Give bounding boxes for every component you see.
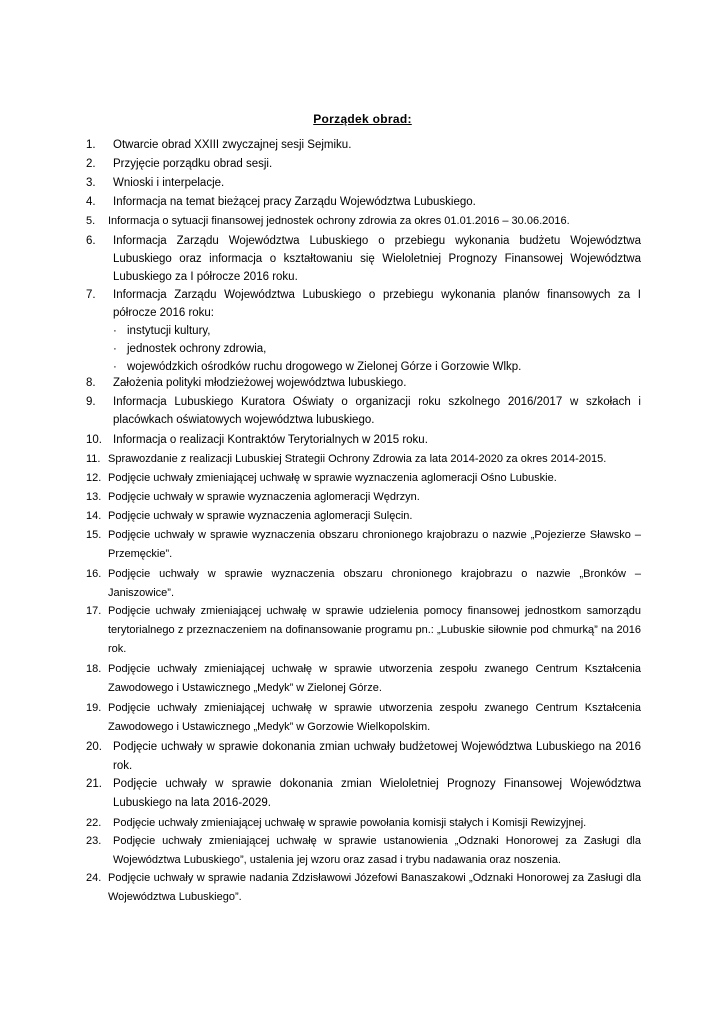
agenda-item-8 [86,374,641,392]
item-text: Informacja o realizacji Kontraktów Terytorialnych w 2015 roku. [113,434,428,446]
bullet-icon: · [113,325,117,337]
agenda-item-18 [86,660,641,698]
agenda-item-1 [86,136,641,154]
item-text: Podjęcie uchwały w sprawie dokonania zmian Wieloletniej Prognozy Finansowej Województwa Lubuskiego na lata 2016-2029. [113,778,641,809]
item-number: 16. [86,568,102,580]
item-number: 24. [86,872,102,884]
bullet-icon: · [113,361,117,373]
agenda-item-17 [86,602,641,659]
bullet-icon: · [113,343,117,355]
item-number: 18. [86,663,102,675]
agenda-item-4 [86,193,641,211]
item-number: 15. [86,529,102,541]
agenda-item-14 [86,507,641,525]
item-text: Informacja Zarządu Województwa Lubuskiego o przebiegu wykonania planów finansowych za I półrocze 2016 roku: [113,289,641,319]
item-text: Założenia polityki młodzieżowej województwa lubuskiego. [113,377,407,389]
item-text: Informacja Zarządu Województwa Lubuskiego o przebiegu wykonania budżetu Województwa Lubuskiego oraz informacja o kształtowaniu się Wieloletniej Prognozy Finansowej Województwa Lubuskiego za I półrocze 2016 roku. [113,235,641,283]
item-number: 10. [86,434,102,446]
item-number: 21. [86,778,102,790]
item-text: Podjęcie uchwały w sprawie wyznaczenia aglomeracji Wędrzyn. [108,491,420,503]
item-number: 23. [86,835,102,847]
bullet-text: jednostek ochrony zdrowia, [127,343,267,355]
bullet-item [113,340,641,358]
item-text: Informacja Lubuskiego Kuratora Oświaty o organizacji roku szkolnego 2016/2017 w szkołach i placówkach oświatowych województwa lubuskiego. [113,396,641,426]
item-number: 14. [86,510,102,522]
item-number: 20. [86,741,102,753]
agenda-item-21 [86,775,641,813]
agenda-item-10 [86,431,641,449]
item-number: 6. [86,235,96,247]
item-text: Podjęcie uchwały w sprawie nadania Zdzisławowi Józefowi Banaszakowi „Odznaki Honorowej za Zasługi dla Województwa Lubuskiego”. [108,872,641,903]
item-text: Informacja na temat bieżącej pracy Zarządu Województwa Lubuskiego. [113,196,476,208]
item-text: Podjęcie uchwały w sprawie wyznaczenia aglomeracji Sulęcin. [108,510,413,522]
agenda-item-12 [86,469,641,487]
item-text: Podjęcie uchwały w sprawie wyznaczenia obszaru chronionego krajobrazu o nazwie „Bronków – Janiszowice”. [108,568,641,599]
item-text: Przyjęcie porządku obrad sesji. [113,158,273,170]
bullet-text: wojewódzkich ośrodków ruchu drogowego w Zielonej Górze i Gorzowie Wlkp. [127,361,522,373]
agenda-item-11 [86,450,641,468]
item-text: Podjęcie uchwały zmieniającej uchwałę w sprawie utworzenia zespołu zwanego Centrum Kształcenia Zawodowego i Ustawicznego „Medyk” w Zielonej Górze. [108,663,641,694]
agenda-item-5 [86,212,641,230]
agenda-item-2 [86,155,641,173]
item-number: 9. [86,396,96,408]
agenda-item-16 [86,565,641,603]
item-text: Wnioski i interpelacje. [113,177,225,189]
item-number: 17. [86,605,102,617]
agenda-item-15 [86,526,641,564]
agenda-item-22 [86,814,641,832]
bullet-item [113,322,641,340]
item-number: 4. [86,196,96,208]
item-text: Sprawozdanie z realizacji Lubuskiej Strategii Ochrony Zdrowia za lata 2014-2020 za okres 2014-2015. [108,453,607,465]
agenda-item-13 [86,488,641,506]
agenda-item-23 [86,832,641,870]
item-text: Podjęcie uchwały zmieniającej uchwałę w sprawie ustanowienia „Odznaki Honorowej za Zasługi dla Województwa Lubuskiego”, ustalenia jej wzoru oraz zasad i trybu nadawania oraz noszenia. [113,835,641,866]
item-text: Podjęcie uchwały zmieniającej uchwałę w sprawie wyznaczenia aglomeracji Ośno Lubuskie. [108,472,557,484]
item-number: 19. [86,702,102,714]
item-text: Otwarcie obrad XXIII zwyczajnej sesji Sejmiku. [113,139,352,151]
item-number: 8. [86,377,96,389]
agenda-item-3 [86,174,641,192]
item-text: Podjęcie uchwały zmieniającej uchwałę w sprawie utworzenia zespołu zwanego Centrum Kształcenia Zawodowego i Ustawicznego „Medyk” w Gorzowie Wielkopolskim. [108,702,641,733]
item-number: 2. [86,158,96,170]
item-number: 22. [86,817,102,829]
item-number: 3. [86,177,96,189]
agenda-item-24 [86,869,641,907]
item-number: 7. [86,289,96,301]
agenda-item-6 [86,232,641,286]
bullet-text: instytucji kultury, [127,325,211,337]
item-number: 13. [86,491,102,503]
agenda-item-19 [86,699,641,737]
item-number: 1. [86,139,96,151]
item-number: 5. [86,215,96,227]
agenda-item-20 [86,738,641,776]
item-text: Podjęcie uchwały zmieniającej uchwałę w sprawie powołania komisji stałych i Komisji Rewizyjnej. [113,817,587,829]
item-number: 11. [86,453,101,465]
item-number: 12. [86,472,102,484]
agenda-item-9 [86,393,641,429]
item-text: Podjęcie uchwały zmieniającej uchwałę w sprawie udzielenia pomocy finansowej jednostkom samorządu terytorialnego z przeznaczeniem na dofinansowanie programu pn.: „Lubuskie siłownie pod chmurką” na 2016 rok. [108,605,641,655]
page-title: Porządek obrad: [313,112,412,126]
agenda-item-7 [86,286,641,376]
item-text: Informacja o sytuacji finansowej jednostek ochrony zdrowia za okres 01.01.2016 – 30.06.2016. [108,215,570,227]
item-text: Podjęcie uchwały w sprawie dokonania zmian uchwały budżetowej Województwa Lubuskiego na 2016 rok. [113,741,641,772]
item-text: Podjęcie uchwały w sprawie wyznaczenia obszaru chronionego krajobrazu o nazwie „Pojezierze Sławsko – Przemęckie”. [108,529,641,560]
